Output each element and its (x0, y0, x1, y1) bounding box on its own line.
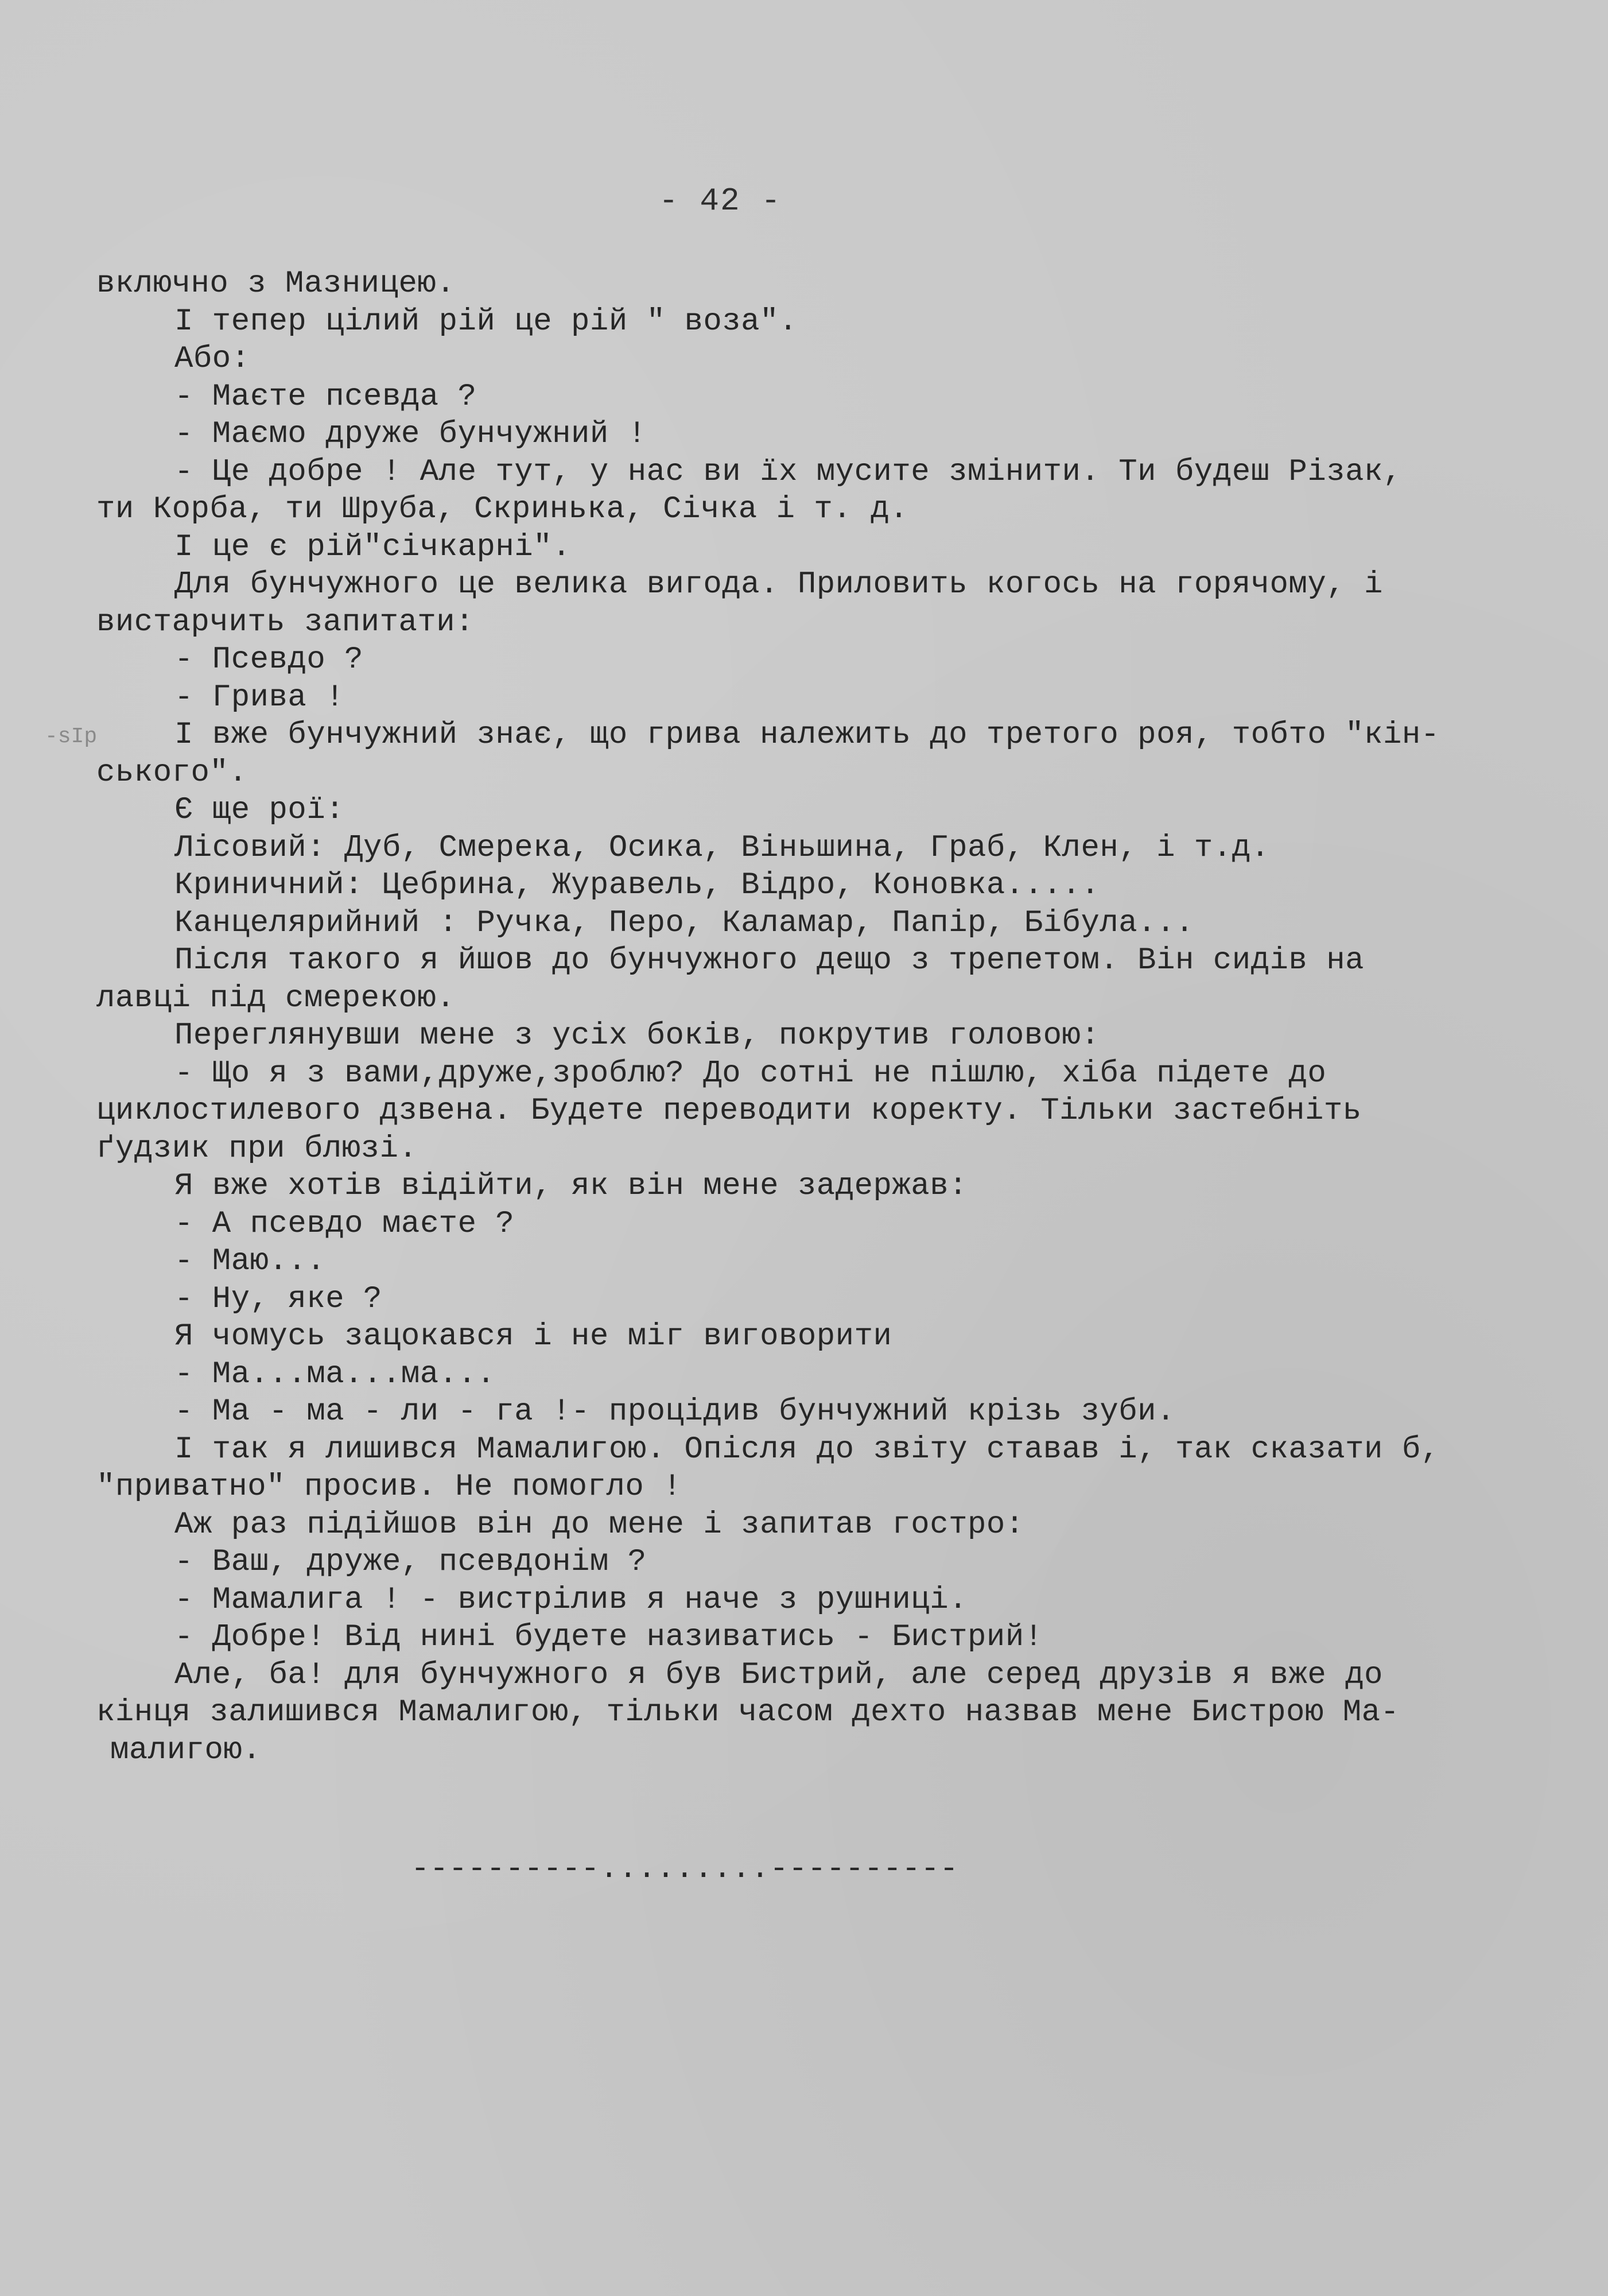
text-line: - Ну, яке ? (174, 1281, 382, 1317)
text-line: циклостилевого дзвена. Будете переводити коректу. Тільки застебніть (96, 1093, 1362, 1128)
text-line: ґудзик при блюзі. (96, 1131, 418, 1166)
text-line: І тепер цілий рій це рій " воза". (174, 304, 798, 339)
text-line: вистарчить запитати: (96, 604, 475, 640)
text-line: включно з Мазницею. (96, 266, 456, 301)
body-text (96, 265, 1531, 1769)
text-line: Після такого я йшов до бунчужного дещо з трепетом. Він сидів на (174, 943, 1365, 978)
page-number: - 42 - (659, 183, 782, 219)
text-line: Переглянувши мене з усіх боків, покрутив головою: (174, 1018, 1100, 1053)
margin-mark: -ѕІр (45, 724, 98, 749)
text-line: - Це добре ! Але тут, у нас ви їх мусите змінити. Ти будеш Різак, (174, 454, 1402, 490)
text-line: Я вже хотів відійти, як він мене задержав: (174, 1169, 968, 1204)
text-line: - Маю... (174, 1244, 326, 1279)
text-line: "приватно" просив. Не помогло ! (96, 1469, 682, 1504)
text-line: - Ма...ма...ма... (174, 1356, 496, 1392)
text-line: ського". (96, 755, 248, 790)
text-line: Або: (174, 342, 250, 377)
text-line: Лісовий: Дуб, Смерека, Осика, Віньшина, Граб, Клен, і т.д. (174, 830, 1270, 866)
text-line: ти Корба, ти Шруба, Скринька, Січка і т. д. (96, 492, 908, 527)
text-line: лавці під смерекою. (96, 980, 456, 1016)
text-line: І вже бунчужний знає, що грива належить до третого роя, тобто "кін- (174, 718, 1440, 753)
text-line: - Маєте псевда ? (174, 379, 477, 414)
text-line: - Добре! Від нині будете називатись - Бистрий! (174, 1620, 1043, 1655)
text-line: - Ваш, друже, псевдонім ? (174, 1545, 647, 1580)
text-line: - Мамалига ! - вистрілив я наче з рушниці. (174, 1582, 968, 1618)
text-line: - Маємо друже бунчужний ! (174, 417, 647, 452)
text-line: І так я лишився Мамалигою. Опісля до звіту ставав і, так сказати б, (174, 1432, 1440, 1467)
text-line: малигою. (110, 1732, 262, 1768)
text-line: - А псевдо маєте ? (174, 1206, 515, 1242)
text-line: Аж раз підійшов він до мене і запитав гостро: (174, 1507, 1024, 1542)
text-line: - Що я з вами,друже,зроблю? До сотні не пішлю, хіба підете до (174, 1056, 1327, 1091)
section-divider: ----------.........---------- (411, 1852, 959, 1887)
text-line: Канцелярийний : Ручка, Перо, Каламар, Папір, Бібула... (174, 905, 1194, 941)
text-line: Криничний: Цебрина, Журавель, Відро, Коновка..... (174, 868, 1100, 903)
text-line: - Псевдо ? (174, 642, 364, 677)
text-line: І це є рій"січкарні". (174, 529, 572, 565)
text-line: Але, ба! для бунчужного я був Бистрий, але серед друзів я вже до (174, 1657, 1383, 1693)
text-line: Є ще рої: (174, 793, 345, 828)
text-line: кінця залишився Мамалигою, тільки часом дехто назвав мене Бистрою Ма- (96, 1695, 1400, 1730)
text-line: - Ма - ма - ли - га !- процідив бунчужний крізь зуби. (174, 1394, 1175, 1429)
text-line: Для бунчужного це велика вигода. Приловить когось на горячому, і (174, 567, 1383, 602)
text-line: Я чомусь зацокався і не міг виговорити (174, 1319, 892, 1354)
text-line: - Грива ! (174, 680, 345, 715)
